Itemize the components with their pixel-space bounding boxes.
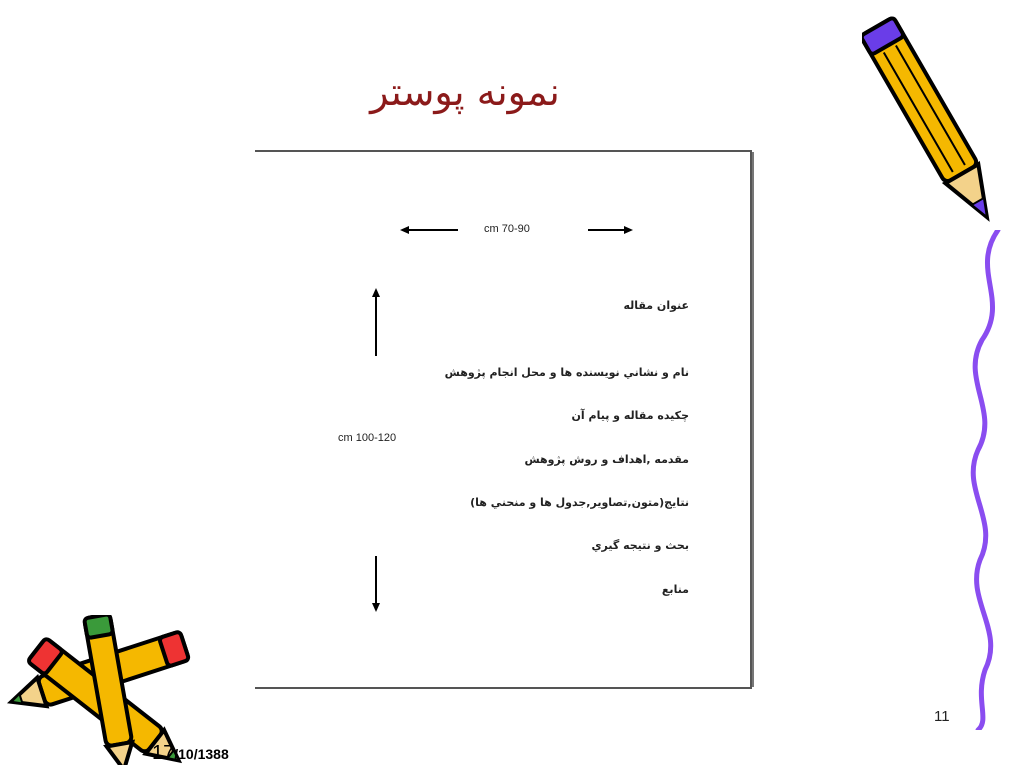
wavy-line: [960, 230, 1020, 730]
poster-section-authors: نام و نشاني نويسنده ها و محل انجام پژوهش: [444, 366, 689, 379]
poster-section-title: عنوان مقاله: [623, 299, 689, 312]
date-day: 17: [152, 742, 175, 764]
poster-frame-edge: [752, 152, 758, 687]
poster-section-discussion: بحث و نتيجه گيري: [591, 539, 689, 552]
page-number: 11: [934, 708, 950, 725]
poster-section-abstract: چکيده مقاله و پيام آن: [571, 409, 689, 422]
width-label: cm 70-90: [484, 223, 530, 235]
poster-section-results: نتايج(متون,تصاوير,جدول ها و منحني ها): [470, 496, 689, 509]
height-label: cm 100-120: [338, 432, 397, 444]
height-arrow-down: [369, 556, 383, 612]
pencil-icon: [862, 4, 1002, 244]
width-arrow-left: [400, 223, 460, 237]
height-arrow-up: [369, 288, 383, 358]
width-arrow-right: [588, 223, 633, 237]
slide-title: نمونه پوستر: [370, 70, 560, 114]
poster-section-references: منابع: [661, 583, 689, 596]
slide-date: [152, 742, 229, 765]
date-rest: /10/1388: [174, 746, 229, 762]
poster-section-introduction: مقدمه ,اهداف و روش پژوهش: [524, 453, 689, 466]
